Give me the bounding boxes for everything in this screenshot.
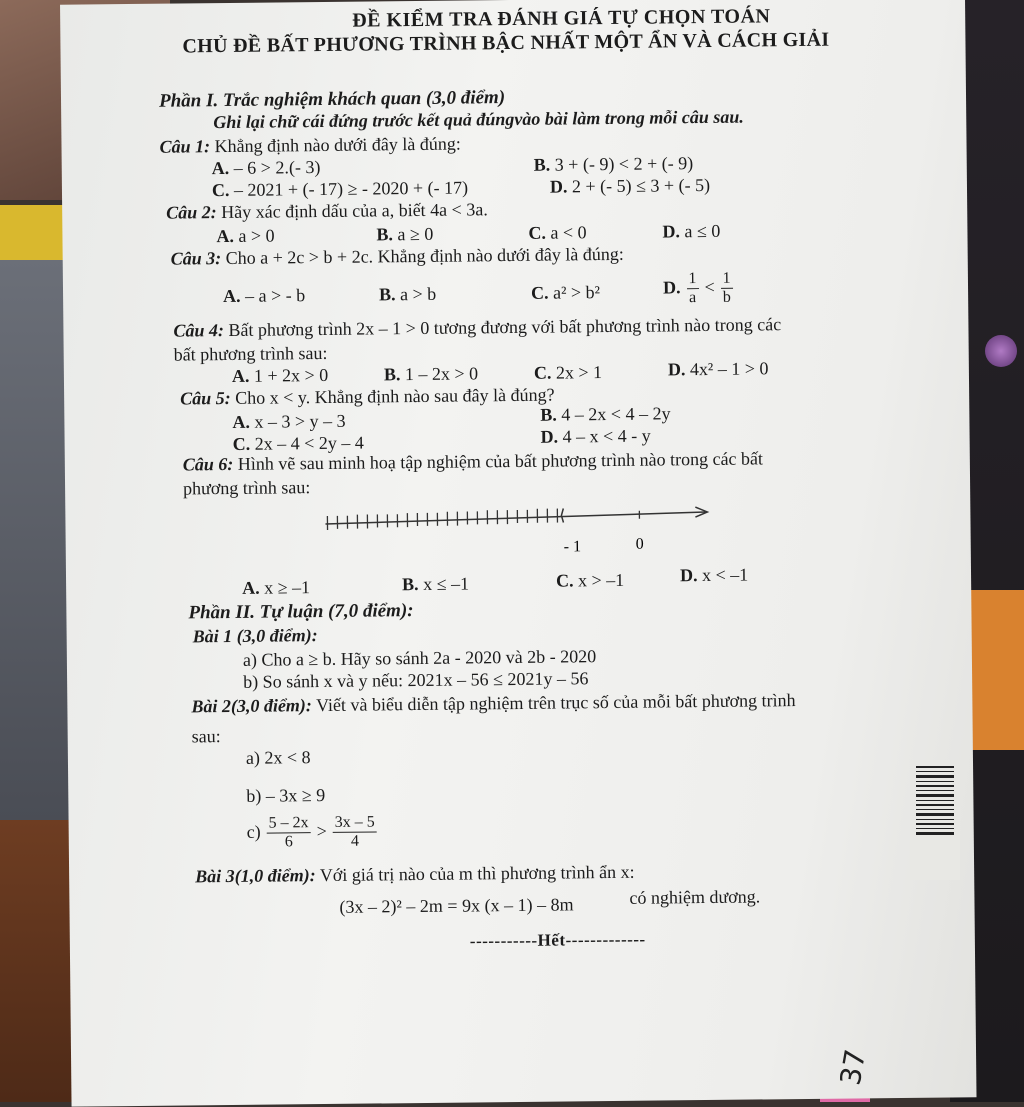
q2-option-d: D. a ≤ 0 xyxy=(662,222,720,242)
q3-option-d: D. 1 a < 1 b xyxy=(663,270,733,307)
bai3-equation: (3x – 2)² – 2m = 9x (x – 1) – 8m xyxy=(339,895,573,917)
q4-option-b: B. 1 – 2x > 0 xyxy=(384,364,478,385)
bai3-text: Với giá trị nào của m thì phương trình ẩn x: xyxy=(320,862,635,885)
question-3 xyxy=(171,245,624,270)
bai2-text: Viết và biểu diễn tập nghiệm trên trục số của mỗi bất phương trình xyxy=(316,690,796,715)
bai1-b: b) So sánh x và y nếu: 2021x – 56 ≤ 2021y – 56 xyxy=(243,669,589,692)
q5-option-a: A. x – 3 > y – 3 xyxy=(232,412,345,433)
q6-option-c: C. x > –1 xyxy=(556,571,624,592)
number-line-axis xyxy=(325,512,705,524)
question-2-label: Câu 2: xyxy=(166,202,217,223)
bai3-label: Bài 3(1,0 điểm): xyxy=(195,865,316,886)
question-6-label: Câu 6: xyxy=(183,454,234,475)
question-3-label: Câu 3: xyxy=(171,248,222,269)
end-marker xyxy=(470,931,646,952)
bai2-text-line2: sau: xyxy=(192,727,221,747)
question-6-text: Hình vẽ sau minh hoạ tập nghiệm của bất phương trình nào trong các bất xyxy=(238,448,763,473)
q1-option-a: A. – 6 > 2.(- 3) xyxy=(212,158,321,179)
exam-paper xyxy=(60,0,976,1107)
background-yellow-object xyxy=(0,205,70,260)
question-4-label: Câu 4: xyxy=(173,320,224,341)
question-4 xyxy=(173,315,781,341)
question-5-label: Câu 5: xyxy=(180,388,231,409)
q5-option-b: B. 4 – 2x < 4 – 2y xyxy=(540,404,670,425)
number-line-bracket xyxy=(561,508,563,522)
bai2-heading xyxy=(191,691,795,717)
question-5 xyxy=(180,386,555,410)
end-line-right: ------------- xyxy=(565,930,645,950)
q2-option-b: B. a ≥ 0 xyxy=(376,225,433,245)
question-5-text: Cho x < y. Khẳng định nào sau đây là đúng? xyxy=(235,385,555,408)
q2-option-a: A. a > 0 xyxy=(216,227,274,247)
question-6-text-line2: phương trình sau: xyxy=(183,478,310,499)
bai3-heading xyxy=(195,863,635,887)
number-line-hatching xyxy=(327,509,557,530)
question-1 xyxy=(159,135,460,158)
exam-title: ĐỀ KIỂM TRA ĐÁNH GIÁ TỰ CHỌN TOÁN xyxy=(352,5,770,31)
tick-label-minus-one: - 1 xyxy=(564,538,582,555)
bai2-a: a) 2x < 8 xyxy=(246,748,311,768)
q4-option-d: D. 4x² – 1 > 0 xyxy=(668,359,769,380)
question-2 xyxy=(166,200,488,223)
end-line-left: ----------- xyxy=(470,931,538,951)
bai2-c: c) 5 – 2x 6 > 3x – 5 4 xyxy=(247,813,378,851)
end-text: Hết xyxy=(538,930,566,949)
bai2-label: Bài 2(3,0 điểm): xyxy=(191,695,312,716)
q6-option-a: A. x ≥ –1 xyxy=(242,578,310,599)
handwritten-number: 37 xyxy=(836,1047,873,1087)
q1-option-c: C. – 2021 + (- 17) ≥ - 2020 + (- 17) xyxy=(212,178,468,200)
question-2-text: Hãy xác định dấu của a, biết 4a < 3a. xyxy=(221,199,488,222)
exam-subtitle: CHỦ ĐỀ BẤT PHƯƠNG TRÌNH BẬC NHẤT MỘT ẨN VÀ CÁCH GIẢI xyxy=(182,29,829,58)
number-line-figure xyxy=(323,506,724,560)
question-1-text: Khẳng định nào dưới đây là đúng: xyxy=(214,134,460,157)
background-purple-object xyxy=(985,335,1017,367)
question-1-label: Câu 1: xyxy=(159,136,210,157)
question-6 xyxy=(183,449,763,475)
bai2-b: b) – 3x ≥ 9 xyxy=(246,786,325,807)
question-3-text: Cho a + 2c > b + 2c. Khẳng định nào dưới đây là đúng: xyxy=(226,244,624,268)
book-barcode xyxy=(910,760,960,880)
q5-option-d: D. 4 – x < 4 - y xyxy=(540,427,650,448)
bai1-label: Bài 1 (3,0 điểm): xyxy=(193,626,318,647)
part1-instruction: Ghi lại chữ cái đứng trước kết quả đúngvào bài làm trong mỗi câu sau. xyxy=(213,108,744,133)
q4-option-a: A. 1 + 2x > 0 xyxy=(232,366,329,387)
q3-option-a: A. – a > - b xyxy=(223,286,305,307)
q6-option-d: D. x < –1 xyxy=(680,566,748,587)
q3-option-c: C. a² > b² xyxy=(531,283,600,304)
question-4-text: Bất phương trình 2x – 1 > 0 tương đương với bất phương trình nào trong các xyxy=(228,314,781,340)
part2-heading: Phần II. Tự luận (7,0 điểm): xyxy=(188,601,413,624)
bai3-tail: có nghiệm dương. xyxy=(629,887,760,908)
question-4-text-line2: bất phương trình sau: xyxy=(174,344,328,365)
q6-option-b: B. x ≤ –1 xyxy=(402,574,469,594)
q1-option-b: B. 3 + (- 9) < 2 + (- 9) xyxy=(534,154,694,175)
q5-option-c: C. 2x – 4 < 2y – 4 xyxy=(233,434,364,455)
part1-heading: Phần I. Trắc nghiệm khách quan (3,0 điểm) xyxy=(159,88,505,113)
q2-option-c: C. a < 0 xyxy=(528,223,586,243)
q4-option-c: C. 2x > 1 xyxy=(534,363,602,384)
tick-label-zero: 0 xyxy=(636,536,644,553)
q3-option-b: B. a > b xyxy=(379,285,436,305)
q1-option-d: D. 2 + (- 5) ≤ 3 + (- 5) xyxy=(550,176,710,197)
bai1-a: a) Cho a ≥ b. Hãy so sánh 2a - 2020 và 2b - 2020 xyxy=(243,647,597,670)
